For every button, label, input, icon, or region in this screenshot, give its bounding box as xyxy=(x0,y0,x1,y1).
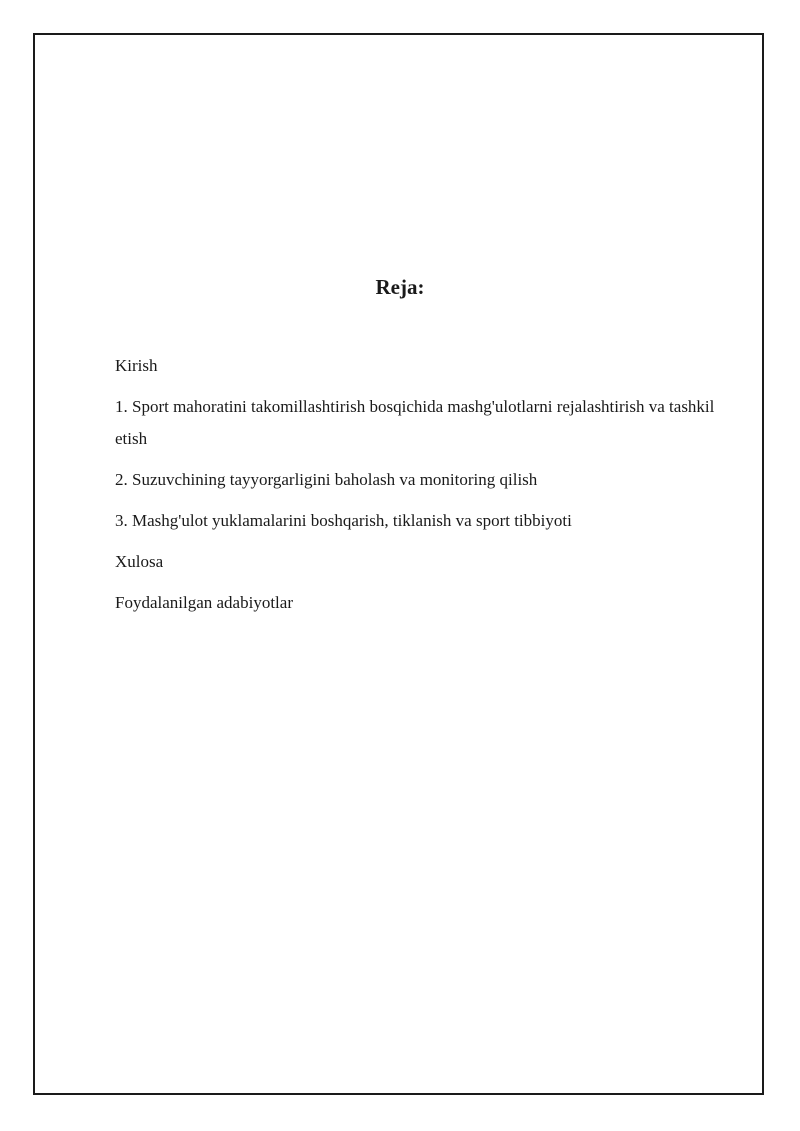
toc-item-chapter-2: 2. Suzuvchining tayyorgarligini baholash va monitoring qilish xyxy=(115,470,538,489)
toc-item-introduction: Kirish xyxy=(115,356,158,375)
toc-item-chapter-3: 3. Mashg'ulot yuklamalarini boshqarish, tiklanish va sport tibbiyoti xyxy=(115,511,572,530)
toc-item-references: Foydalanilgan adabiyotlar xyxy=(115,593,293,612)
table-of-contents xyxy=(115,350,730,628)
toc-item-conclusion: Xulosa xyxy=(115,552,164,571)
toc-item-chapter-1: 1. Sport mahoratini takomillashtirish bosqichida mashg'ulotlarni rejalashtirish va tashkil etish xyxy=(115,397,715,448)
page-title: Reja: xyxy=(375,275,425,299)
